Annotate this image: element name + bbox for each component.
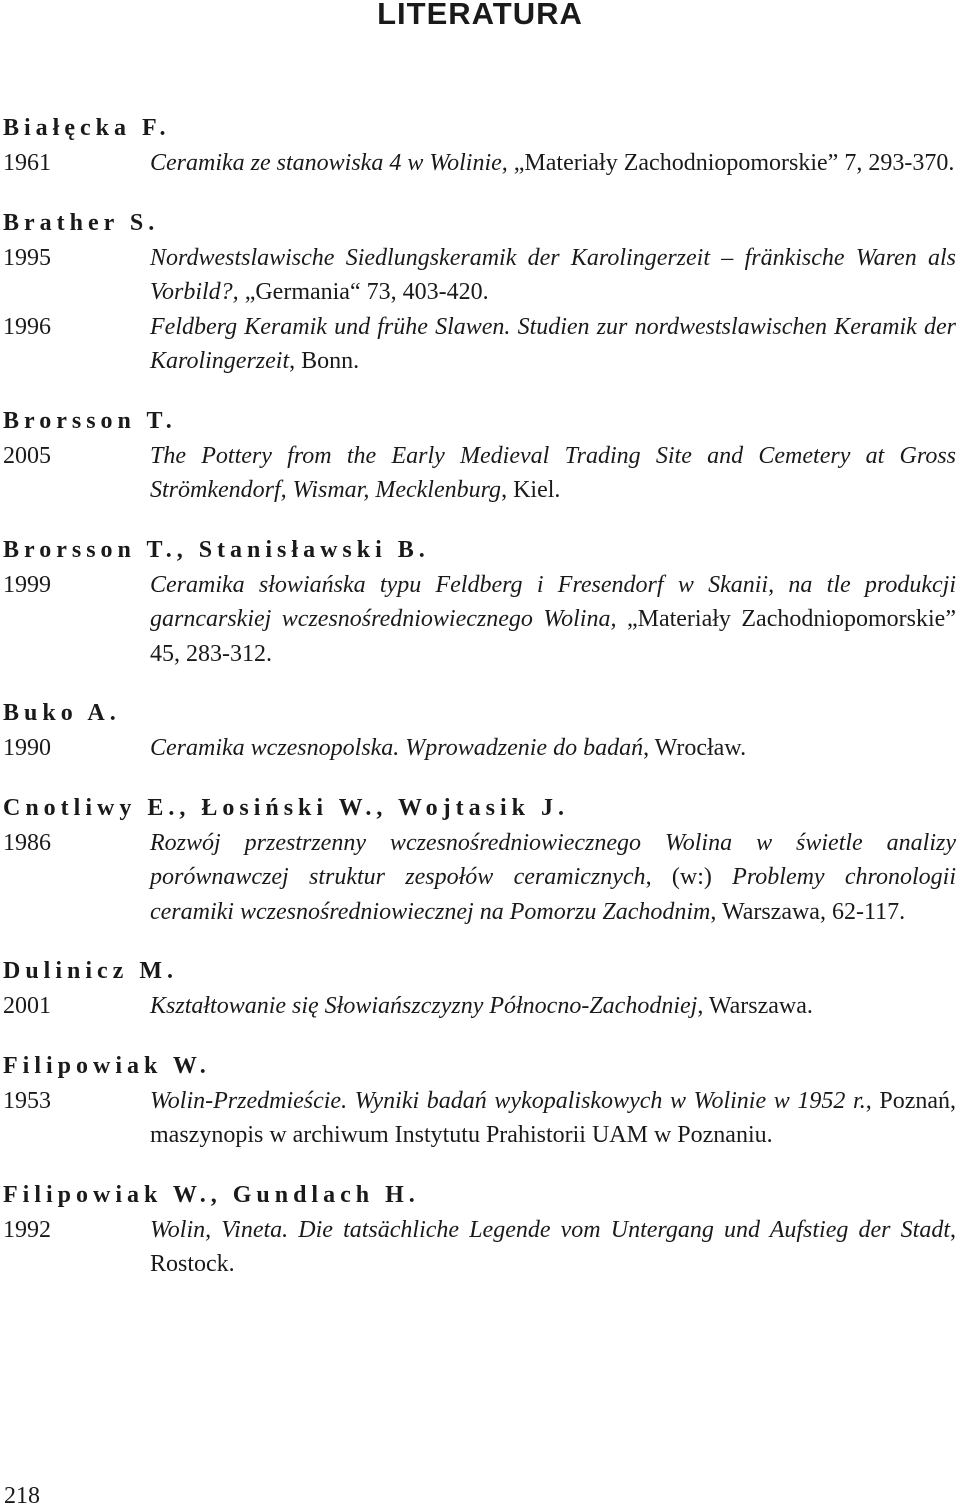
reference-year: 1992 [3,1216,51,1243]
reference-detail-segment: , Rostock. [150,1216,956,1277]
page-title: LITERATURA [377,0,583,31]
reference-title-segment: Kształtowanie się Słowiańszczyzny Północno-Zachodniej [150,993,698,1019]
entry-author: Brather S. [3,209,160,236]
reference-title-segment: Problemy chronologii ceramiki wczesnośredniowiecznej na Pomorzu Zachodnim [150,864,957,925]
reference-text [150,1084,960,1153]
bibliography-entry [0,532,960,672]
reference-text [150,146,960,181]
reference-year: 1990 [3,735,51,761]
reference-detail-segment: , Warszawa. [697,993,813,1019]
entry-author: Brorsson T. [3,407,177,434]
entry-author: Białęcka F. [3,115,171,141]
reference-text [150,989,960,1024]
bibliography-entry [0,695,960,766]
reference-text [150,310,960,379]
reference-year: 2005 [3,442,51,469]
reference-detail-segment: , Kiel. [501,477,561,503]
entry-reference [0,731,960,766]
entry-author: Buko A. [3,700,121,726]
bibliography-list [0,110,960,1306]
reference-text [150,568,960,672]
reference-detail-segment: „Materiały Zachodniopomorskie” 7, 293-370. [513,150,955,176]
reference-text [150,731,960,766]
entry-reference [0,146,960,181]
entry-author: Brorsson T., Stanisławski B. [3,536,430,563]
reference-title-segment: Ceramika ze stanowiska 4 w Wolinie, [150,150,514,176]
reference-title-segment: Wolin, Vineta. Die tatsächliche Legende vom Untergang und Aufstieg der Stadt [150,1216,950,1243]
bibliography-entry [0,1048,960,1153]
entry-author: Filipowiak W., Gundlach H. [3,1181,420,1208]
reference-text [150,241,960,310]
bibliography-entry [0,1177,960,1282]
entry-reference [0,989,960,1024]
page-number: 218 [4,1483,40,1509]
entry-reference [0,439,960,508]
entry-reference [0,241,960,310]
reference-title-segment: Ceramika słowiańska typu Feldberg i Fresendorf w Skanii, na tle produkcji garncarskiej wczesnośredniowiecznego Wolina, [150,571,956,632]
bibliography-entry [0,790,960,930]
entry-reference [0,1084,960,1153]
reference-title-segment: The Pottery from the Early Medieval Trading Site and Cemetery at Gross Strömkendorf, Wismar, Mecklenburg [150,442,956,503]
reference-detail-segment: „Materiały Zachodniopomorskie” 45, 283-312. [150,606,956,667]
entry-reference [0,826,960,930]
reference-detail-segment: , Poznań, maszynopis w archiwum Instytutu Prahistorii UAM w Poznaniu. [150,1087,956,1148]
reference-detail-segment: , Wrocław. [643,735,747,761]
reference-year: 1995 [3,244,51,271]
reference-year: 2001 [3,993,51,1019]
bibliography-entry [0,110,960,181]
reference-title-segment: Wolin-Przedmieście. Wyniki badań wykopaliskowych w Wolinie w 1952 r. [150,1087,866,1114]
entry-reference [0,1213,960,1282]
reference-title-segment: Ceramika wczesnopolska. Wprowadzenie do badań [150,735,644,761]
entry-author: Dulinicz M. [3,958,178,984]
reference-detail-segment: , (w:) [645,864,733,890]
reference-detail-segment: „Germania“ 73, 403-420. [244,279,489,305]
reference-year: 1986 [3,829,51,856]
reference-text [150,826,960,930]
reference-title-segment: Nordwestslawische Siedlungskeramik der Karolingerzeit – fränkische Waren als Vorbild?, [150,244,956,305]
bibliography-entry [0,205,960,379]
reference-text [150,1213,960,1282]
entry-author: Cnotliwy E., Łosiński W., Wojtasik J. [3,794,570,821]
reference-year: 1999 [3,571,51,598]
reference-title-segment: Feldberg Keramik und frühe Slawen. Studien zur nordwestslawischen Keramik der Karolingerzeit [150,313,956,374]
reference-year: 1961 [3,150,51,176]
entry-reference [0,310,960,379]
entry-reference [0,568,960,672]
reference-detail-segment: , Bonn. [289,348,360,374]
entry-author: Filipowiak W. [3,1052,211,1079]
reference-year: 1996 [3,313,51,340]
bibliography-entry [0,953,960,1024]
reference-detail-segment: , Warszawa, 62-117. [710,898,906,925]
reference-text [150,439,960,508]
bibliography-entry [0,403,960,508]
reference-title-segment: Rozwój przestrzenny wczesnośredniowiecznego Wolina w świetle analizy porównawczej struktur zespołów ceramicznych [150,829,956,890]
reference-year: 1953 [3,1087,51,1114]
